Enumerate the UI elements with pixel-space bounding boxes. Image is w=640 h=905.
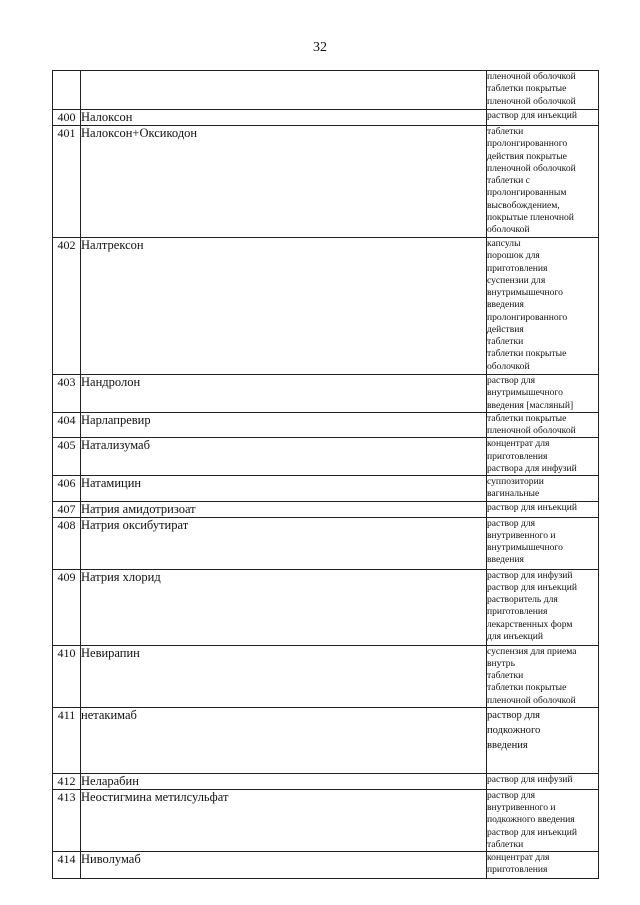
row-number: 414 <box>53 852 81 879</box>
dosage-forms <box>487 438 599 476</box>
table-row <box>53 517 599 569</box>
dosage-form-line: внутримышечного <box>487 542 563 553</box>
dosage-form-line: суспензия для приема <box>487 645 577 657</box>
dosage-forms <box>487 110 599 126</box>
dosage-forms <box>487 569 599 645</box>
dosage-form-line: таблетки покрытые <box>487 83 567 95</box>
table-row <box>53 71 599 110</box>
row-number: 404 <box>53 412 81 438</box>
dosage-forms <box>487 773 599 789</box>
page-number: 32 <box>313 40 327 55</box>
table-row <box>53 645 599 707</box>
table-row <box>53 569 599 645</box>
dosage-forms <box>487 645 599 707</box>
dosage-forms <box>487 238 599 375</box>
dosage-form-line: внутримышечного <box>487 387 563 399</box>
dosage-form-line: таблетки <box>487 838 524 850</box>
dosage-form-line: пленочной оболочкой <box>487 694 576 706</box>
dosage-form-line: приготовления <box>487 864 548 876</box>
table-row <box>53 375 599 413</box>
table-row <box>53 126 599 238</box>
row-number: 409 <box>53 569 81 645</box>
table-row <box>53 110 599 126</box>
dosage-form-line: пролонгированного <box>487 138 568 150</box>
dosage-form-line: введения <box>487 299 524 311</box>
dosage-form-line: оболочкой <box>487 360 530 372</box>
dosage-form-line: суспензии для <box>487 274 546 286</box>
drug-table <box>52 70 599 879</box>
dosage-form-line: раствор для <box>487 375 536 386</box>
dosage-form-line: таблетки <box>487 336 524 347</box>
dosage-form-line: таблетки <box>487 126 524 137</box>
drug-name: Неларабин <box>81 773 487 789</box>
row-number: 400 <box>53 110 81 126</box>
row-number: 405 <box>53 438 81 476</box>
dosage-form-line: пролонгированного <box>487 311 568 323</box>
dosage-form-line: действия покрытые <box>487 150 567 162</box>
dosage-form-line: таблетки покрытые <box>487 682 567 694</box>
drug-name: Нандролон <box>81 375 487 413</box>
table-row <box>53 238 599 375</box>
row-number: 412 <box>53 773 81 789</box>
row-number: 403 <box>53 375 81 413</box>
row-number: 402 <box>53 238 81 375</box>
dosage-form-line: пленочной оболочкой <box>487 425 576 436</box>
drug-name <box>81 71 487 110</box>
row-number: 407 <box>53 501 81 517</box>
dosage-form-line: концентрат для <box>487 852 550 863</box>
dosage-form-line: таблетки <box>487 670 524 681</box>
dosage-form-line: введения <box>487 554 524 566</box>
drug-name: Натрия амидотризоат <box>81 501 487 517</box>
dosage-form-line: пленочной оболочкой <box>487 95 576 107</box>
dosage-form-line: покрытые пленочной <box>487 211 574 223</box>
table-row <box>53 773 599 789</box>
dosage-form-line: раствор для <box>487 709 541 721</box>
row-number: 408 <box>53 517 81 569</box>
dosage-forms <box>487 71 599 110</box>
dosage-form-line: высвобождением, <box>487 199 560 211</box>
row-number: 410 <box>53 645 81 707</box>
dosage-form-line: таблетки покрытые <box>487 412 567 424</box>
table-row <box>53 707 599 773</box>
drug-name: Нарлапревир <box>81 412 487 438</box>
row-number: 411 <box>53 707 81 773</box>
dosage-form-line: приготовления <box>487 262 548 274</box>
dosage-form-line: для инъекций <box>487 630 544 642</box>
dosage-form-line: приготовления <box>487 450 548 462</box>
row-number: 413 <box>53 789 81 851</box>
dosage-form-line: раствор для <box>487 789 536 801</box>
dosage-form-line: порошок для <box>487 250 540 262</box>
dosage-forms <box>487 501 599 517</box>
drug-name: Натрия хлорид <box>81 569 487 645</box>
dosage-forms <box>487 852 599 879</box>
dosage-form-line: введения <box>487 739 528 751</box>
dosage-form-line: пленочной оболочкой <box>487 162 576 174</box>
drug-name: Невирапин <box>81 645 487 707</box>
dosage-form-line: пленочной оболочкой <box>487 71 576 82</box>
drug-name: нетакимаб <box>81 707 487 773</box>
drug-name: Неостигмина метилсульфат <box>81 789 487 851</box>
dosage-form-line: вагинальные <box>487 488 540 500</box>
dosage-form-line: введения [масляный] <box>487 399 574 411</box>
drug-name: Налоксон+Оксикодон <box>81 126 487 238</box>
row-number <box>53 71 81 110</box>
dosage-form-line: подкожного <box>487 724 541 736</box>
dosage-form-line: внутримышечного <box>487 287 563 298</box>
dosage-form-line: лекарственных форм <box>487 618 573 630</box>
dosage-form-line: таблетки с <box>487 175 530 186</box>
dosage-forms <box>487 517 599 569</box>
dosage-form-line: внутривенного и <box>487 529 556 541</box>
dosage-form-line: раствор для <box>487 517 536 529</box>
dosage-form-line: растворитель для <box>487 594 558 605</box>
drug-name: Натрия оксибутират <box>81 517 487 569</box>
drug-name: Налоксон <box>81 110 487 126</box>
dosage-form-line: капсулы <box>487 238 521 249</box>
dosage-form-line: раствор для инъекций <box>487 501 577 513</box>
dosage-form-line: таблетки покрытые <box>487 348 567 360</box>
dosage-forms <box>487 375 599 413</box>
drug-table-body <box>53 71 599 879</box>
dosage-forms <box>487 789 599 851</box>
dosage-forms <box>487 126 599 238</box>
drug-name: Натализумаб <box>81 438 487 476</box>
row-number: 406 <box>53 476 81 502</box>
table-row <box>53 852 599 879</box>
dosage-form-line: раствор для инфузий <box>487 569 573 581</box>
row-number: 401 <box>53 126 81 238</box>
table-row <box>53 501 599 517</box>
drug-name: Натамицин <box>81 476 487 502</box>
dosage-form-line: раствор для инъекций <box>487 110 577 121</box>
dosage-form-line: суппозитории <box>487 476 544 487</box>
dosage-forms <box>487 707 599 773</box>
table-row <box>53 789 599 851</box>
dosage-forms <box>487 412 599 438</box>
dosage-forms <box>487 476 599 502</box>
drug-name: Налтрексон <box>81 238 487 375</box>
dosage-form-line: раствора для инфузий <box>487 462 577 474</box>
dosage-form-line: оболочкой <box>487 224 530 235</box>
dosage-form-line: приготовления <box>487 606 548 618</box>
dosage-form-line: подкожного введения <box>487 814 575 826</box>
drug-name: Ниволумаб <box>81 852 487 879</box>
dosage-form-line: концентрат для <box>487 438 550 450</box>
dosage-form-line: раствор для инфузий <box>487 773 573 785</box>
dosage-form-line: раствор для инъекций <box>487 826 577 838</box>
dosage-form-line: внутривенного и <box>487 802 556 813</box>
table-row <box>53 412 599 438</box>
table-row <box>53 476 599 502</box>
dosage-form-line: пролонгированным <box>487 187 567 199</box>
table-row <box>53 438 599 476</box>
dosage-form-line: раствор для инъекций <box>487 581 577 593</box>
dosage-form-line: внутрь <box>487 657 515 669</box>
dosage-form-line: действия <box>487 323 524 335</box>
